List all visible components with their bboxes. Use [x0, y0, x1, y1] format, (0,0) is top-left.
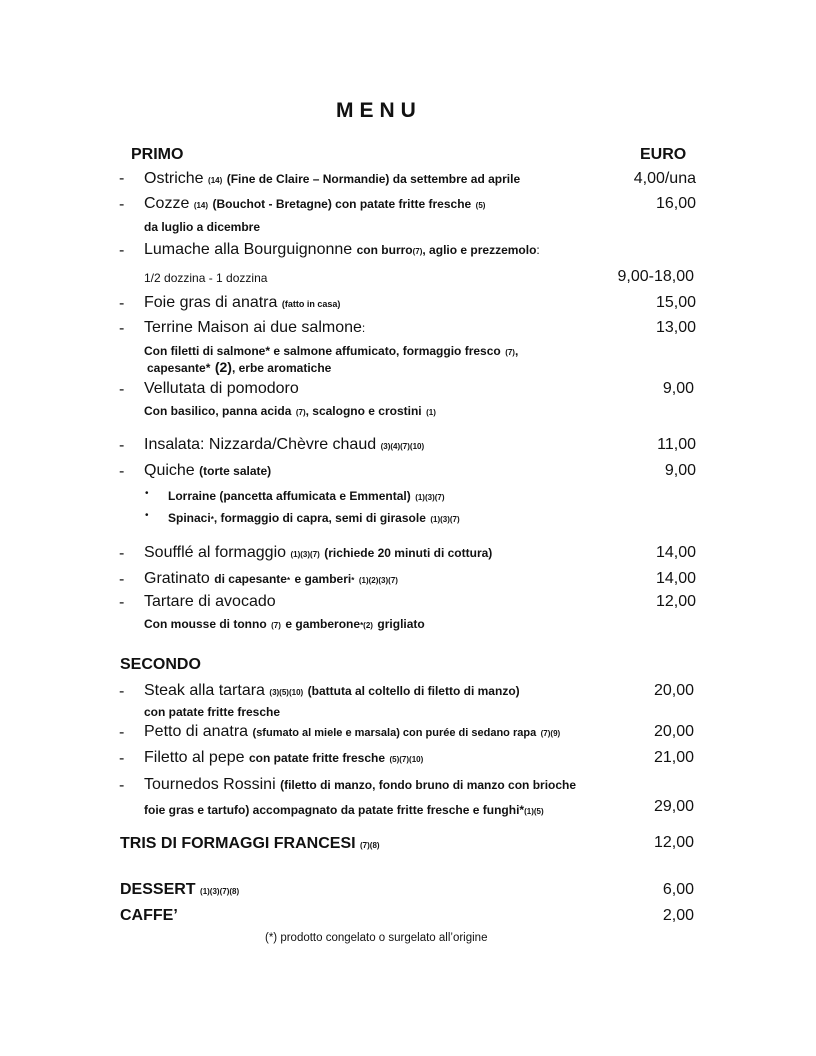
menu-item-souffle	[144, 544, 492, 562]
allergen-codes: (5)	[475, 201, 486, 210]
dash: -	[119, 437, 125, 454]
desc-text: Con mousse di tonno	[144, 617, 267, 631]
dash: -	[119, 170, 125, 187]
dash: -	[119, 320, 125, 337]
desc-text: , scalogno e crostini	[305, 404, 422, 418]
item-portion: 1/2 dozzina - 1 dozzina	[144, 271, 268, 285]
price: 4,00/una	[633, 170, 696, 187]
price: 15,00	[655, 294, 696, 311]
dessert-label	[120, 881, 239, 899]
menu-item-cozze	[144, 195, 485, 213]
item-name: Steak alla tartara	[144, 682, 265, 699]
item-name: Insalata: Nizzarda/Chèvre chaud	[144, 436, 377, 453]
allergen-codes: *(2)	[360, 621, 373, 630]
footnote: (*) prodotto congelato o surgelato all’origine	[265, 932, 488, 944]
item-name: Tournedos Rossini	[144, 776, 276, 793]
menu-item-steak-tartara	[144, 682, 520, 700]
item-description: (fatto in casa)	[281, 299, 341, 309]
item-description: di capesante	[214, 572, 287, 586]
price: 14,00	[655, 544, 696, 561]
allergen-codes: (7)	[295, 408, 306, 417]
allergen-codes: (7)(9)	[540, 729, 561, 738]
price: 21,00	[653, 749, 694, 766]
menu-item-quiche	[144, 462, 271, 480]
price-column-heading: EURO	[640, 146, 687, 163]
dessert-label-text: DESSERT	[120, 881, 196, 898]
allergen-codes: (1)(5)	[524, 807, 544, 816]
item-name: Filetto al pepe	[144, 749, 245, 766]
dash: -	[119, 683, 125, 700]
menu-item-lumache	[144, 241, 540, 259]
variant-text: Lorraine (pancetta affumicata e Emmental)	[168, 489, 411, 503]
allergen-codes: (2)	[214, 359, 232, 375]
desc-text: ,	[514, 344, 519, 358]
price: 20,00	[653, 723, 694, 740]
menu-item-gratinato	[144, 570, 398, 588]
dash: -	[119, 242, 125, 259]
item-name: Lumache alla Bourguignonne	[144, 241, 353, 258]
star: *	[210, 515, 214, 524]
dash: -	[119, 571, 125, 588]
colon: :	[536, 243, 540, 257]
menu-item-terrine	[144, 319, 365, 337]
desc-text: grigliato	[377, 617, 425, 631]
item-description: (richiede 20 minuti di cottura)	[324, 546, 493, 560]
section-secondo-heading: SECONDO	[120, 656, 201, 673]
desc-text: Con basilico, panna acida	[144, 404, 292, 418]
allergen-codes: (1)(2)(3)(7)	[358, 576, 398, 585]
price: 12,00	[653, 834, 694, 851]
caffe-label: CAFFE’	[120, 907, 178, 924]
price: 14,00	[655, 570, 696, 587]
item-name: Petto di anatra	[144, 723, 249, 740]
menu-item-tournedos-rossini	[144, 776, 576, 794]
price: 16,00	[655, 195, 696, 212]
menu-item-foie-gras	[144, 294, 340, 312]
desc-text: , erbe aromatiche	[231, 361, 332, 375]
price: 29,00	[653, 798, 694, 815]
desc-text: capesante*	[147, 361, 211, 375]
item-description	[144, 402, 436, 420]
allergen-codes: (1)(3)(7)(8)	[200, 887, 240, 896]
dash: -	[119, 777, 125, 794]
item-name: Ostriche	[144, 170, 204, 187]
item-description	[144, 342, 518, 360]
quiche-variant-lorraine	[168, 487, 445, 505]
item-description: da luglio a dicembre	[144, 220, 261, 234]
menu-item-vellutata: Vellutata di pomodoro	[144, 380, 299, 397]
dash: -	[119, 196, 125, 213]
price: 9,00	[662, 380, 694, 397]
allergen-codes: (1)(3)(7)	[290, 550, 320, 559]
item-description: e gamberi	[294, 572, 352, 586]
item-description: (filetto di manzo, fondo bruno di manzo con brioche	[280, 778, 577, 792]
item-description: con burro	[356, 243, 413, 257]
dash: -	[119, 545, 125, 562]
allergen-codes: (14)	[193, 201, 209, 210]
item-description: (sfumato al miele e marsala) con purée di sedano rapa	[252, 727, 537, 739]
item-name: Cozze	[144, 195, 190, 212]
menu-item-petto-anatra	[144, 723, 560, 741]
item-description: (Fine de Claire – Normandie) da settembre ad aprile	[226, 172, 521, 186]
price: 12,00	[655, 593, 696, 610]
allergen-codes: (1)(3)(7)	[415, 493, 445, 502]
allergen-codes: (7)	[505, 348, 515, 357]
item-description: (Bouchot - Bretagne) con patate fritte fresche	[212, 197, 472, 211]
variant-text: , formaggio di capra, semi di girasole	[213, 511, 426, 525]
item-name: Gratinato	[144, 570, 210, 587]
quiche-variant-spinaci	[168, 509, 460, 527]
item-description: con patate fritte fresche	[248, 751, 386, 765]
allergen-codes: (7)	[412, 247, 423, 256]
menu-title: MENU	[336, 99, 422, 122]
tris-label-text: TRIS DI FORMAGGI FRANCESI	[120, 835, 356, 852]
item-description: con patate fritte fresche	[144, 705, 281, 719]
item-description	[147, 359, 331, 377]
item-description: (battuta al coltello di filetto di manzo)	[307, 684, 520, 698]
item-description	[144, 801, 544, 819]
desc-text: e gamberone	[285, 617, 361, 631]
variant-text: Spinaci	[168, 511, 211, 525]
item-name: Soufflé al formaggio	[144, 544, 287, 561]
dash: -	[119, 594, 125, 611]
allergen-codes: (1)	[426, 408, 436, 417]
menu-item-tartare-avocado: Tartare di avocado	[144, 593, 276, 610]
menu-item-ostriche	[144, 170, 520, 188]
allergen-codes: (7)(8)	[360, 841, 380, 850]
star: *	[351, 576, 355, 585]
desc-text: foie gras e tartufo) accompagnato da patate fritte fresche e funghi*	[144, 803, 525, 817]
dash: -	[119, 463, 125, 480]
item-description	[144, 615, 425, 633]
desc-text: Con filetti di salmone* e salmone affumicato, formaggio fresco	[144, 344, 501, 358]
price: 9,00-18,00	[617, 268, 694, 285]
bullet: •	[145, 488, 149, 499]
colon: :	[361, 321, 366, 335]
price: 20,00	[653, 682, 694, 699]
bullet: •	[145, 510, 149, 521]
allergen-codes: (3)(4)(7)(10)	[380, 442, 425, 451]
dash: -	[119, 724, 125, 741]
dash: -	[119, 381, 125, 398]
item-name: Quiche	[144, 462, 195, 479]
allergen-codes: (3)(5)(10)	[269, 688, 304, 697]
price: 13,00	[655, 319, 696, 336]
tris-formaggi-label	[120, 835, 380, 853]
item-name: Foie gras di anatra	[144, 294, 278, 311]
dash: -	[119, 750, 125, 767]
item-name: Terrine Maison ai due salmone	[144, 319, 362, 336]
dash: -	[119, 295, 125, 312]
allergen-codes: (14)	[208, 176, 223, 185]
price: 6,00	[662, 881, 694, 898]
section-primo-heading: PRIMO	[131, 146, 184, 163]
item-description: (torte salate)	[199, 464, 272, 478]
price: 9,00	[664, 462, 696, 479]
item-description: , aglio e prezzemolo	[422, 243, 537, 257]
menu-item-insalata	[144, 436, 424, 454]
menu-item-filetto-pepe	[144, 749, 423, 767]
price: 2,00	[662, 907, 694, 924]
price: 11,00	[657, 436, 696, 453]
allergen-codes: (7)	[271, 621, 281, 630]
allergen-codes: (5)(7)(10)	[389, 755, 424, 764]
allergen-codes: (1)(3)(7)	[430, 515, 460, 524]
star: *	[286, 576, 291, 585]
